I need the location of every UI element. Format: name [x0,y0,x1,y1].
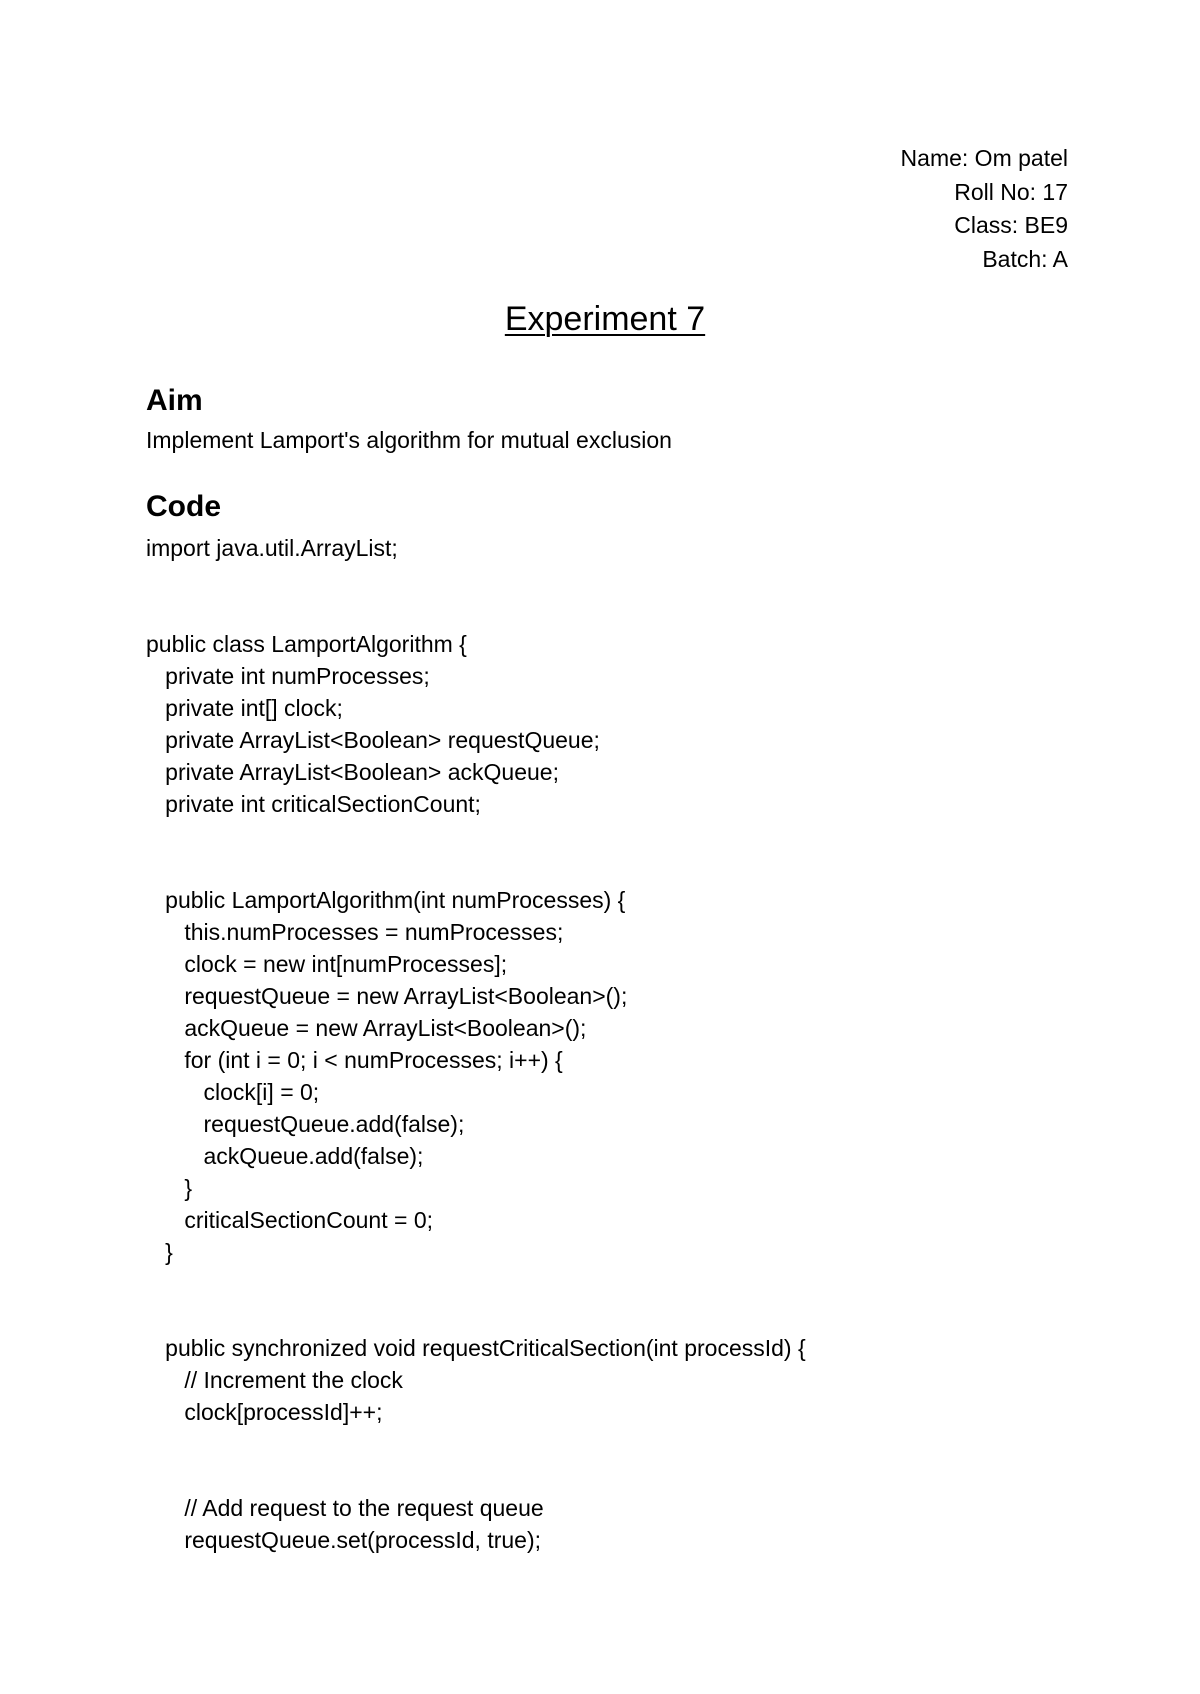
code-line: public LamportAlgorithm(int numProcesses) { [146,887,626,913]
code-line [146,1268,806,1300]
code-line: ackQueue.add(false); [146,1143,424,1169]
code-line: criticalSectionCount = 0; [146,1207,433,1233]
code-line [146,564,806,596]
student-name: Name: Om patel [900,145,1068,171]
class-name: Class: BE9 [954,212,1068,238]
code-line: } [146,1239,173,1265]
code-line: private ArrayList<Boolean> ackQueue; [146,759,559,785]
code-line: ackQueue = new ArrayList<Boolean>(); [146,1015,587,1041]
code-line [146,1428,806,1460]
code-line: public class LamportAlgorithm { [146,631,467,657]
code-line: clock = new int[numProcesses]; [146,951,508,977]
code-line: clock[processId]++; [146,1399,383,1425]
code-line: requestQueue = new ArrayList<Boolean>(); [146,983,628,1009]
code-line: public synchronized void requestCriticalSection(int processId) { [146,1335,806,1361]
roll-number: Roll No: 17 [954,178,1068,205]
code-line [146,1460,806,1492]
code-line [146,852,806,884]
code-heading: Code [146,490,221,523]
code-block [146,532,806,1556]
code-line: import java.util.ArrayList; [146,535,398,561]
code-line: this.numProcesses = numProcesses; [146,919,564,945]
code-line: private int[] clock; [146,695,343,721]
code-line: private int criticalSectionCount; [146,791,481,817]
code-line: private ArrayList<Boolean> requestQueue; [146,727,600,753]
code-line: // Increment the clock [146,1367,403,1393]
code-line: } [146,1175,193,1201]
code-line [146,1300,806,1332]
student-info [901,142,1068,276]
code-line: requestQueue.add(false); [146,1111,465,1137]
batch-name: Batch: A [982,245,1068,272]
aim-text: Implement Lamport's algorithm for mutual exclusion [146,427,672,453]
code-line: private int numProcesses; [146,663,430,689]
page-title: Experiment 7 [504,300,706,338]
aim-heading: Aim [146,384,203,417]
code-line: requestQueue.set(processId, true); [146,1527,542,1553]
code-line [146,820,806,852]
code-line: // Add request to the request queue [146,1495,544,1521]
code-line: for (int i = 0; i < numProcesses; i++) { [146,1047,563,1073]
code-line [146,596,806,628]
code-line: clock[i] = 0; [146,1079,320,1105]
